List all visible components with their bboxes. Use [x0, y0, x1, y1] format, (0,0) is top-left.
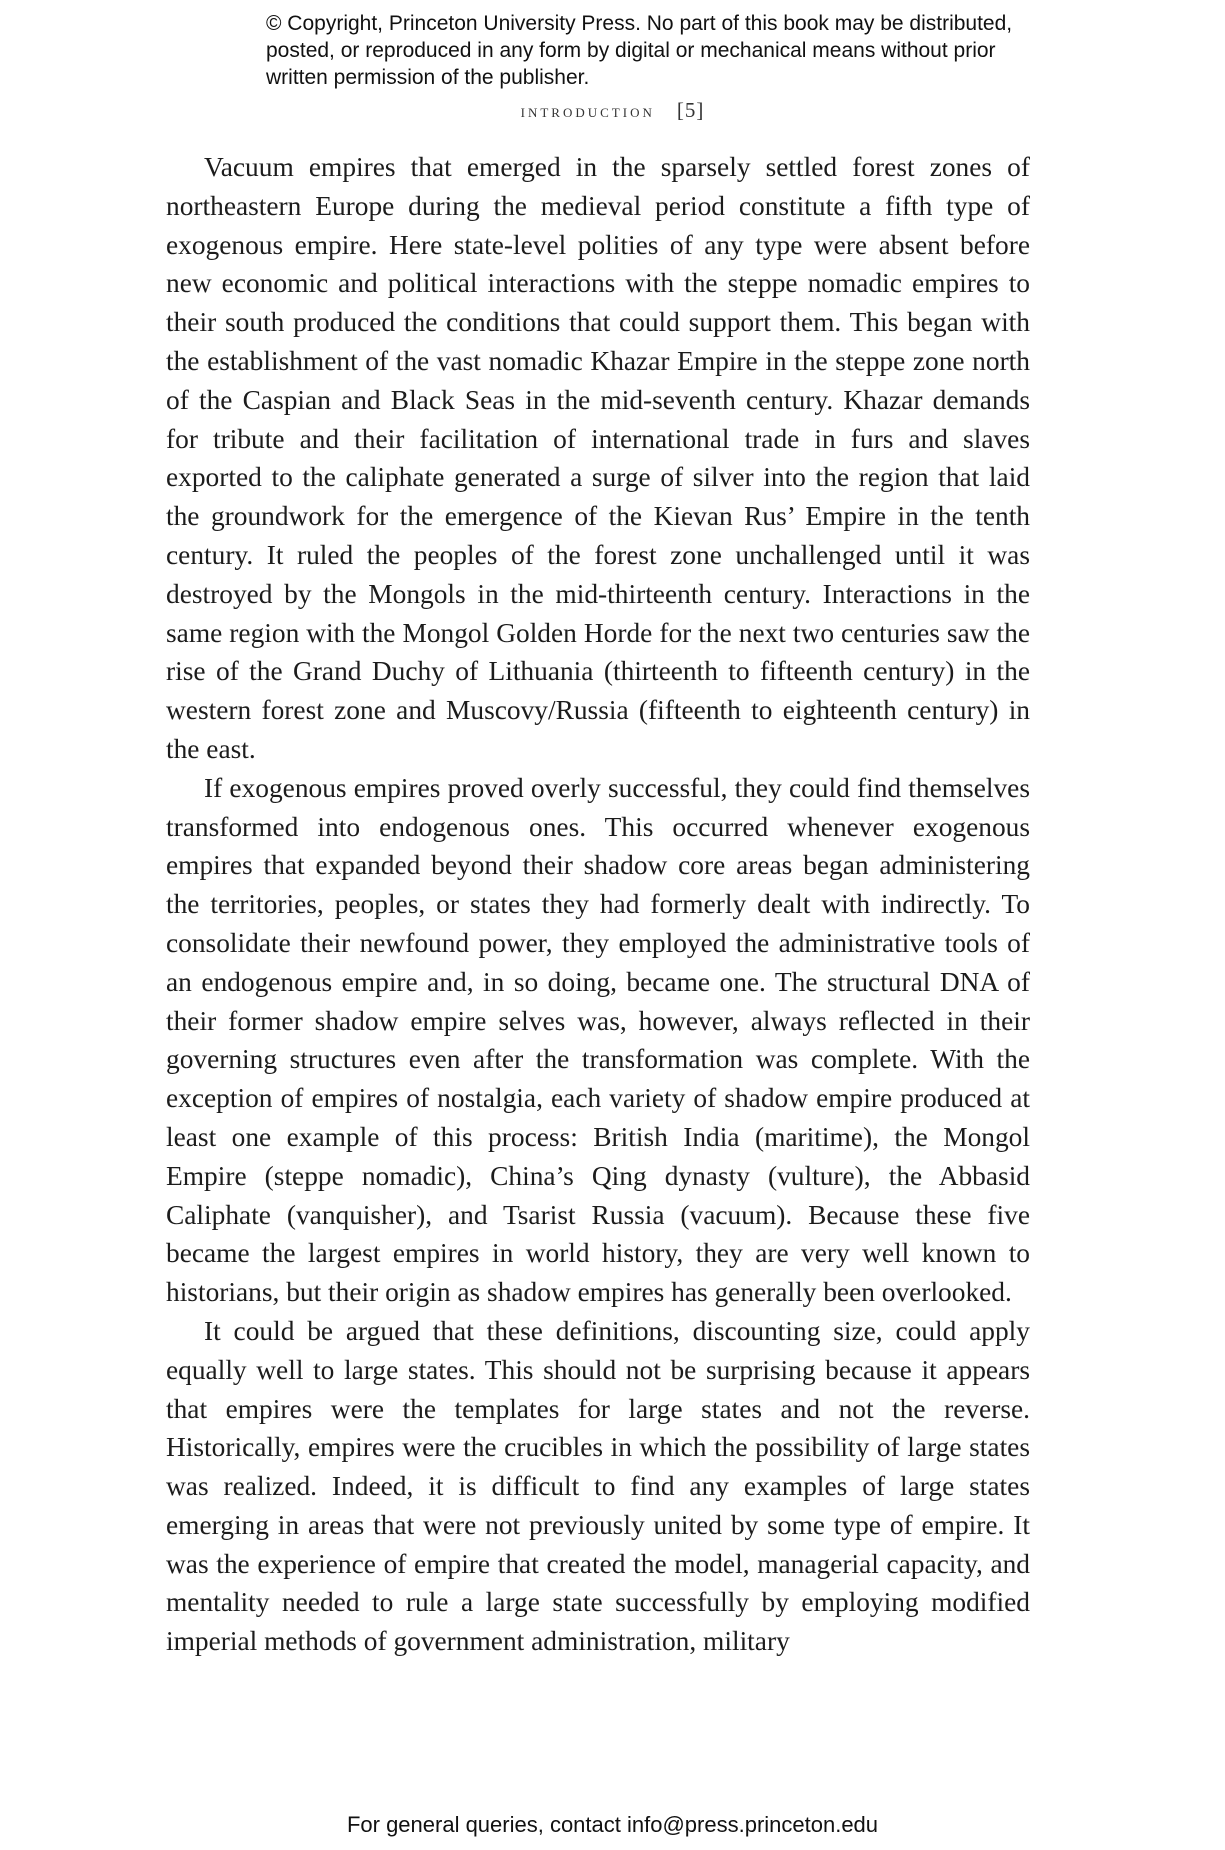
running-title: introduction: [520, 101, 655, 122]
paragraph-1: Vacuum empires that emerged in the sparsely settled forest zones of northeastern Europe during the medieval period constitute a fifth type of exogenous empire. Here state-level polities of any type were absent before new economic and political interactions with the steppe nomadic empires to their south produced the conditions that could support them. This began with the establishment of the vast nomadic Khazar Empire in the steppe zone north of the Caspian and Black Seas in the mid-seventh century. Khazar demands for tribute and their facilitation of international trade in furs and slaves exported to the caliphate generated a surge of silver into the region that laid the groundwork for the emergence of the Kievan Rus’ Empire in the tenth century. It ruled the peoples of the forest zone unchallenged until it was destroyed by the Mongols in the mid-thirteenth century. Interactions in the same region with the Mongol Golden Horde for the next two centuries saw the rise of the Grand Duchy of Lithuania (thirteenth to fifteenth century) in the western forest zone and Muscovy/​Russia (fifteenth to eighteenth century) in the east.: [166, 152, 1030, 764]
paragraph-3: It could be argued that these definitions, discounting size, could apply equally well to large states. This should not be surprising because it appears that empires were the templates for large states and not the reverse. Historically, empires were the crucibles in which the possibility of large states was realized. Indeed, it is difficult to find any examples of large states emerging in areas that were not previously united by some type of empire. It was the experience of empire that created the model, managerial capacity, and mentality needed to rule a large state successfully by employing modified imperial methods of government administration, military: [166, 1315, 1030, 1657]
running-head: [0, 98, 1225, 123]
paragraph-2: If exogenous empires proved overly successful, they could find themselves transformed into endogenous ones. This occurred whenever exogenous empires that expanded beyond their shadow core areas began administering the territories, peoples, or states they had formerly dealt with indirectly. To consolidate their newfound power, they employed the administrative tools of an endogenous empire and, in so doing, became one. The structural DNA of their former shadow empire selves was, however, always reflected in their governing structures even after the transformation was complete. With the exception of empires of nostalgia, each variety of shadow empire produced at least one example of this process: British India (maritime), the Mongol Empire (steppe nomadic), China’s Qing dynasty (vulture), the Abbasid Caliphate (vanquisher), and Tsarist Russia (vacuum). Because these five became the largest empires in world history, they are very well known to historians, but their origin as shadow empires has generally been overlooked.: [166, 772, 1030, 1308]
copyright-notice: © Copyright, Princeton University Press. No part of this book may be distributed, posted, or reproduced in any form by digital or mechanical means without prior written permission of the publisher.: [266, 12, 1013, 89]
page-number: [5]: [676, 98, 705, 122]
body-text: [166, 148, 1030, 1661]
footer-contact: For general queries, contact info@press.princeton.edu: [346, 1812, 879, 1837]
